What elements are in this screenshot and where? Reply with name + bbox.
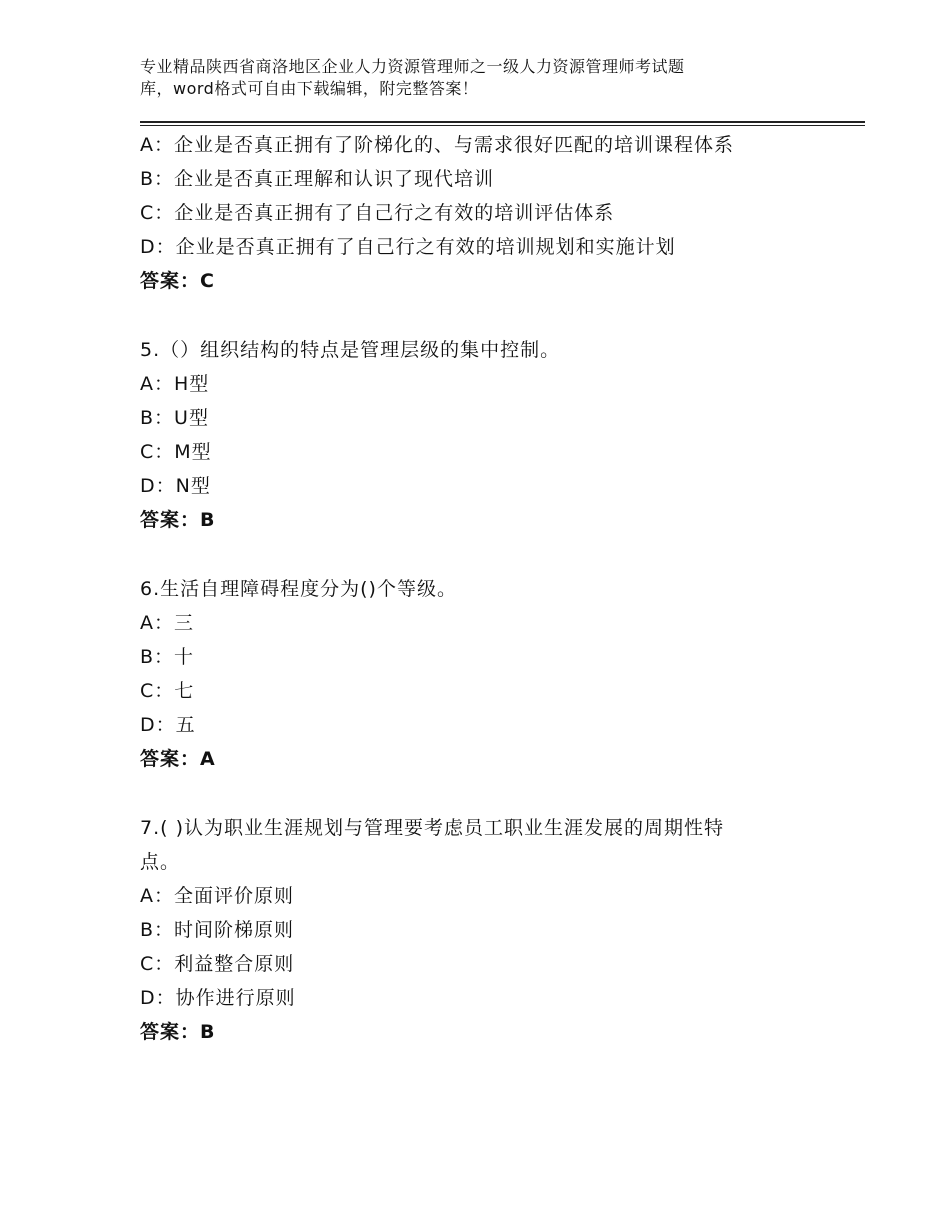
option-d: D：企业是否真正拥有了自己行之有效的培训规划和实施计划 [140,236,676,258]
option-a: A：H型 [140,373,210,395]
option-d: D：N型 [140,475,211,497]
option-b: B：时间阶梯原则 [140,919,295,941]
header-divider-thick [140,121,865,123]
question-text: 5.（）组织结构的特点是管理层级的集中控制。 [140,339,561,361]
answer-label: 答案：C [140,270,215,292]
option-b: B：十 [140,646,195,668]
option-c: C：七 [140,680,195,702]
answer-label: 答案：B [140,509,216,531]
question-block-7 [140,811,840,1049]
option-d: D：五 [140,714,196,736]
option-c: C：利益整合原则 [140,953,295,975]
option-a: A：全面评价原则 [140,885,294,907]
option-c: C：企业是否真正拥有了自己行之有效的培训评估体系 [140,202,615,224]
header-divider-thin [140,125,865,126]
question-block-5 [140,333,840,537]
document-header [140,56,780,100]
question-text-line-1: 7.( )认为职业生涯规划与管理要考虑员工职业生涯发展的周期性特 [140,817,724,839]
option-a: A：企业是否真正拥有了阶梯化的、与需求很好匹配的培训课程体系 [140,134,734,156]
option-b: B：企业是否真正理解和认识了现代培训 [140,168,495,190]
answer-label: 答案：A [140,748,216,770]
option-a: A：三 [140,612,194,634]
header-line-1: 专业精品陕西省商洛地区企业人力资源管理师之一级人力资源管理师考试题 [140,57,685,76]
option-b: B：U型 [140,407,209,429]
header-line-2: 库，word格式可自由下载编辑，附完整答案！ [140,79,479,98]
option-c: C：M型 [140,441,212,463]
question-list [140,128,840,1049]
answer-label: 答案：B [140,1021,216,1043]
option-d: D：协作进行原则 [140,987,296,1009]
question-text: 6.生活自理障碍程度分为()个等级。 [140,578,457,600]
question-block-6 [140,572,840,776]
question-text-line-2: 点。 [140,851,181,873]
question-block-4 [140,128,840,298]
